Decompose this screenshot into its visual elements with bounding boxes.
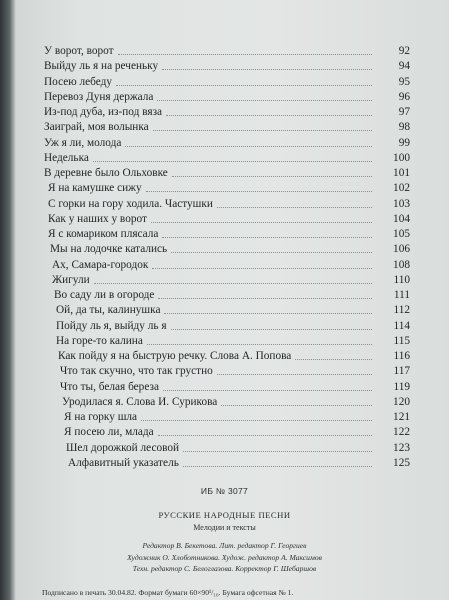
toc-entry-title: Я на горку шла [64,411,138,423]
book-subtitle: Мелодии и тексты [193,523,256,532]
toc-page-number: 98 [398,121,410,134]
toc-leader-dots [94,282,372,284]
toc-page-number: 96 [398,90,410,103]
toc-leader-dots [162,68,372,70]
toc-entry-title: Как у наших у ворот [48,212,147,225]
toc-page-number: 92 [398,45,410,57]
toc-entry-title: Уж я ли, молода [44,136,122,149]
toc-entry-title: С горки на гору ходила. Частушки [48,197,213,210]
toc-page-number: 114 [393,319,410,332]
toc-entry-title: Алфавитный указатель [68,456,179,469]
toc-page-number: 125 [393,456,410,469]
toc-page-number: 99 [398,136,410,149]
toc-entry-title: Выйду ль я на реченьку [44,60,159,73]
toc-leader-dots [163,389,372,391]
toc-page-number: 121 [393,411,410,423]
toc-entry [44,303,410,318]
toc-entry [44,44,410,59]
toc-entry [44,456,410,471]
toc-page-number: 111 [393,289,410,301]
toc-entry [44,120,410,135]
toc-entry-title: Уродилася я. Слова И. Сурикова [62,395,218,408]
colophon [0,486,449,575]
toc-page-number: 108 [393,258,410,271]
toc-entry-title: Шел дорожкой лесовой [66,441,180,454]
table-of-contents [44,44,410,471]
toc-entry-title: Что ты, белая береза [60,380,159,393]
toc-page-number: 117 [393,365,410,378]
toc-leader-dots [295,358,372,360]
credit-line: Техн. редактор С. Белоглазова. Корректор Г. Шебаршов [132,564,317,573]
toc-entry [44,258,410,273]
toc-entry [44,364,410,379]
toc-page-number: 101 [393,167,410,179]
toc-page-number: 115 [393,334,410,347]
toc-entry [44,197,410,212]
toc-entry [44,273,410,288]
toc-page-number: 122 [393,426,410,439]
toc-entry [44,242,410,257]
toc-page-number: 102 [393,182,410,195]
credit-line: Редактор В. Бекетова. Лит. редактор Г. Георгиев [142,541,307,550]
toc-entry-title: Во саду ли в огороде [54,289,155,301]
toc-page-number: 120 [393,395,410,408]
toc-page-number: 97 [398,106,410,118]
toc-entry-title: Я с комариком плясала [48,228,159,240]
toc-leader-dots [158,297,372,299]
toc-entry-title: Я на камушке сижу [48,182,142,195]
toc-entry [44,349,410,364]
toc-page-number: 116 [393,350,410,362]
toc-leader-dots [217,373,372,375]
toc-leader-dots [157,99,372,101]
toc-entry [44,151,410,166]
toc-entry [44,380,410,395]
toc-entry [44,410,410,425]
toc-entry-title: У ворот, ворот [44,45,114,57]
toc-page-number: 119 [393,380,410,393]
toc-entry [44,90,410,105]
toc-entry-title: Из-под дуба, из-под вяза [44,106,163,118]
toc-leader-dots [153,129,372,131]
toc-leader-dots [151,221,372,223]
toc-leader-dots [125,145,372,147]
toc-leader-dots [146,190,372,192]
toc-leader-dots [221,404,372,406]
toc-leader-dots [172,175,372,177]
toc-page-number: 105 [393,228,410,240]
toc-page-number: 112 [393,304,410,317]
toc-entry-title: Ой, да ты, калинушка [56,304,161,317]
toc-leader-dots [171,251,372,253]
toc-leader-dots [93,160,372,162]
toc-page-number: 104 [393,212,410,225]
toc-entry [44,59,410,74]
toc-entry [44,212,410,227]
toc-page-number: 100 [393,151,410,164]
toc-entry-title: На горе-то калина [56,334,143,347]
toc-leader-dots [147,343,372,345]
toc-entry-title: В деревне было Ольховке [44,167,168,179]
toc-page-number: 94 [398,60,410,73]
toc-entry-title: Неделька [44,151,89,164]
toc-entry [44,181,410,196]
toc-leader-dots [116,84,372,86]
toc-page-number: 106 [393,243,410,256]
toc-entry [44,334,410,349]
toc-page-number: 95 [398,75,410,88]
toc-leader-dots [183,450,372,452]
ib-number: ИБ № 3077 [200,486,249,496]
toc-entry-title: Мы на лодочке катались [50,243,168,256]
toc-entry [44,288,410,303]
toc-page-number: 123 [393,441,410,454]
print-info: Подписано в печать 30.04.82. Формат бумаги 60×90¹/₁₆. Бумага офсетная № 1. [42,588,294,597]
toc-entry-title: Я посею ли, млада [64,426,154,439]
toc-entry [44,105,410,120]
toc-entry-title: Ах, Самара-городок [52,258,149,271]
toc-entry-title: Как пойду я на быструю речку. Слова А. Попова [58,350,292,362]
toc-leader-dots [158,434,372,436]
credit-line: Художник О. Хлоботникова. Худож. редактор А. Максимов [127,552,322,562]
toc-leader-dots [118,53,372,55]
toc-page-number: 110 [393,273,410,286]
toc-leader-dots [166,114,372,116]
toc-entry-title: Что так скучно, что так грустно [60,365,213,378]
toc-entry [44,75,410,90]
toc-page-number: 103 [393,197,410,210]
toc-entry [44,166,410,181]
toc-leader-dots [162,236,372,238]
toc-entry [44,425,410,440]
toc-entry [44,319,410,334]
book-title: РУССКИЕ НАРОДНЫЕ ПЕСНИ [158,510,291,520]
toc-entry-title: Жигули [52,273,90,286]
toc-entry [44,441,410,456]
toc-entry [44,136,410,151]
toc-leader-dots [164,312,372,314]
toc-entry-title: Пойду ль я, выйду ль я [56,319,167,332]
toc-entry-title: Перевоз Дуня держала [44,90,154,103]
credits [0,540,449,575]
toc-entry-title: Посею лебеду [44,75,113,88]
toc-entry-title: Заиграй, моя волынка [44,121,149,134]
toc-leader-dots [217,206,372,208]
toc-leader-dots [171,328,372,330]
toc-entry [44,395,410,410]
toc-entry [44,227,410,242]
toc-leader-dots [152,267,372,269]
toc-leader-dots [141,419,372,421]
toc-leader-dots [183,465,372,467]
